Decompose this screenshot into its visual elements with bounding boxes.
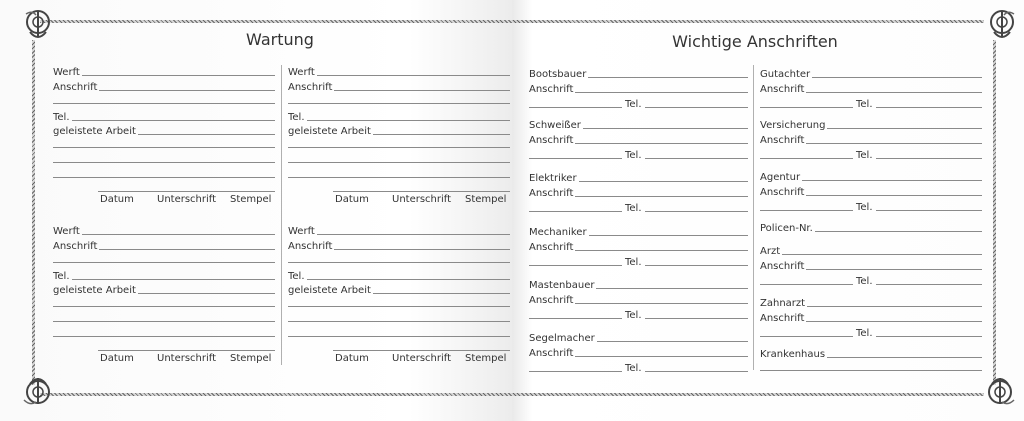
field-label: Tel. — [288, 112, 305, 123]
field-label: geleistete Arbeit — [53, 285, 136, 296]
anchor-ornament-icon — [980, 6, 1020, 46]
field-line — [575, 196, 748, 197]
field-line — [575, 143, 748, 144]
blank-line[interactable] — [53, 177, 275, 178]
field-line — [760, 107, 853, 108]
field-label: Mastenbauer — [529, 280, 595, 291]
field-label: Tel. — [856, 202, 873, 213]
field-line — [760, 284, 853, 285]
column-divider — [281, 65, 282, 365]
field-line — [529, 158, 622, 159]
field-label: Bootsbauer — [529, 69, 587, 80]
field-label: Tel. — [625, 150, 642, 161]
field-line — [307, 120, 510, 121]
tel-field[interactable] — [529, 149, 748, 161]
contact-name-field[interactable] — [760, 348, 982, 360]
field-label: Tel. — [625, 257, 642, 268]
contact-name-field[interactable] — [529, 68, 748, 80]
tel-field[interactable] — [529, 98, 748, 110]
field-label: Policen-Nr. — [760, 223, 813, 234]
page-title: Wichtige Anschriften — [672, 32, 838, 51]
contact-name-field[interactable] — [760, 171, 982, 183]
tel-field[interactable] — [288, 270, 510, 282]
column-divider — [753, 65, 754, 370]
blank-line[interactable] — [288, 177, 510, 178]
field-line — [645, 107, 748, 108]
contact-name-field[interactable] — [760, 222, 982, 234]
contact-name-field[interactable] — [760, 245, 982, 257]
field-line — [827, 357, 982, 358]
rope-border-left — [32, 40, 35, 385]
arbeit-field[interactable] — [288, 284, 510, 296]
contact-name-field[interactable] — [529, 119, 748, 131]
anschrift-field[interactable] — [529, 241, 748, 253]
anschrift-field[interactable] — [760, 83, 982, 95]
field-label: Anschrift — [288, 241, 333, 252]
field-line — [760, 336, 853, 337]
blank-line[interactable] — [288, 262, 510, 263]
field-label: Anschrift — [760, 187, 805, 198]
field-label: Segelmacher — [529, 333, 595, 344]
contact-name-field[interactable] — [529, 226, 748, 238]
blank-line[interactable] — [98, 350, 275, 351]
rope-border-right — [993, 40, 996, 385]
blank-line[interactable] — [333, 191, 510, 192]
anschrift-field[interactable] — [288, 240, 510, 252]
field-label: Anschrift — [529, 84, 574, 95]
tel-field[interactable] — [529, 309, 748, 321]
blank-line[interactable] — [53, 147, 275, 148]
field-line — [827, 128, 982, 129]
field-line — [806, 321, 982, 322]
field-line — [575, 92, 748, 93]
anschrift-field[interactable] — [53, 81, 275, 93]
field-line — [815, 231, 982, 232]
unterschrift-label: Unterschrift — [157, 194, 217, 205]
field-label: Tel. — [288, 271, 305, 282]
blank-line[interactable] — [333, 350, 510, 351]
anschrift-field[interactable] — [529, 83, 748, 95]
blank-line[interactable] — [288, 306, 510, 307]
field-label: Anschrift — [529, 135, 574, 146]
field-label: Anschrift — [529, 295, 574, 306]
contact-name-field[interactable] — [529, 332, 748, 344]
field-line — [645, 318, 748, 319]
contact-name-field[interactable] — [529, 279, 748, 291]
blank-line[interactable] — [53, 262, 275, 263]
field-line — [575, 356, 748, 357]
werft-field[interactable] — [53, 66, 275, 78]
field-label: geleistete Arbeit — [53, 126, 136, 137]
field-line — [807, 306, 982, 307]
field-line — [806, 195, 982, 196]
blank-line[interactable] — [760, 370, 982, 371]
blank-line[interactable] — [288, 162, 510, 163]
blank-line[interactable] — [53, 306, 275, 307]
field-label: Schweißer — [529, 120, 581, 131]
field-label: Tel. — [625, 363, 642, 374]
field-line — [802, 180, 982, 181]
stempel-label: Stempel — [465, 353, 507, 364]
field-label: geleistete Arbeit — [288, 126, 371, 137]
field-label: Anschrift — [53, 241, 98, 252]
field-label: Werft — [53, 67, 80, 78]
blank-line[interactable] — [288, 336, 510, 337]
field-line — [99, 90, 275, 91]
blank-line[interactable] — [98, 191, 275, 192]
contact-name-field[interactable] — [760, 119, 982, 131]
field-line — [760, 210, 853, 211]
unterschrift-label: Unterschrift — [392, 353, 452, 364]
field-line — [99, 249, 275, 250]
field-label: Anschrift — [529, 242, 574, 253]
signature-row — [288, 194, 510, 206]
field-line — [645, 158, 748, 159]
anschrift-field[interactable] — [288, 81, 510, 93]
anschrift-field[interactable] — [760, 260, 982, 272]
field-line — [876, 107, 982, 108]
field-label: Anschrift — [288, 82, 333, 93]
tel-field[interactable] — [53, 111, 275, 123]
field-label: Tel. — [53, 271, 70, 282]
tel-field[interactable] — [53, 270, 275, 282]
rope-border-top — [40, 20, 984, 23]
field-label: Tel. — [625, 99, 642, 110]
tel-field[interactable] — [529, 256, 748, 268]
field-label: Versicherung — [760, 120, 826, 131]
field-line — [579, 181, 748, 182]
anschrift-field[interactable] — [760, 186, 982, 198]
tel-field[interactable] — [760, 327, 982, 339]
contact-name-field[interactable] — [760, 68, 982, 80]
field-line — [597, 341, 748, 342]
field-line — [575, 250, 748, 251]
tel-field[interactable] — [529, 362, 748, 374]
tel-field[interactable] — [760, 149, 982, 161]
field-label: Anschrift — [529, 348, 574, 359]
field-label: geleistete Arbeit — [288, 285, 371, 296]
field-line — [72, 279, 275, 280]
field-line — [806, 143, 982, 144]
tel-field[interactable] — [760, 275, 982, 287]
arbeit-field[interactable] — [53, 284, 275, 296]
anschrift-field[interactable] — [53, 240, 275, 252]
werft-field[interactable] — [288, 66, 510, 78]
field-line — [529, 107, 622, 108]
field-line — [529, 318, 622, 319]
datum-label: Datum — [335, 194, 369, 205]
blank-line[interactable] — [53, 162, 275, 163]
anchor-ornament-icon — [20, 370, 60, 410]
blank-line[interactable] — [288, 103, 510, 104]
blank-line[interactable] — [288, 147, 510, 148]
field-label: Anschrift — [760, 313, 805, 324]
anschrift-field[interactable] — [529, 187, 748, 199]
field-label: Werft — [288, 226, 315, 237]
field-label: Tel. — [856, 99, 873, 110]
field-label: Tel. — [856, 276, 873, 287]
field-label: Anschrift — [53, 82, 98, 93]
field-line — [806, 92, 982, 93]
field-label: Tel. — [856, 150, 873, 161]
field-label: Agentur — [760, 172, 801, 183]
field-label: Zahnarzt — [760, 298, 806, 309]
field-label: Arzt — [760, 246, 781, 257]
signature-row — [53, 194, 275, 206]
field-line — [645, 211, 748, 212]
field-line — [138, 134, 275, 135]
stempel-label: Stempel — [230, 353, 272, 364]
field-line — [317, 75, 510, 76]
anchor-ornament-icon — [20, 6, 60, 46]
signature-row — [288, 353, 510, 365]
field-line — [529, 211, 622, 212]
field-line — [82, 234, 275, 235]
field-line — [138, 293, 275, 294]
anschrift-field[interactable] — [760, 134, 982, 146]
field-line — [529, 371, 622, 372]
field-label: Anschrift — [529, 188, 574, 199]
field-line — [645, 265, 748, 266]
tel-field[interactable] — [529, 202, 748, 214]
field-label: Elektriker — [529, 173, 577, 184]
field-label: Werft — [288, 67, 315, 78]
contact-name-field[interactable] — [760, 297, 982, 309]
field-line — [373, 293, 510, 294]
stempel-label: Stempel — [465, 194, 507, 205]
field-line — [806, 269, 982, 270]
arbeit-field[interactable] — [53, 125, 275, 137]
field-line — [575, 303, 748, 304]
field-line — [317, 234, 510, 235]
field-line — [596, 288, 748, 289]
unterschrift-label: Unterschrift — [392, 194, 452, 205]
blank-line[interactable] — [288, 321, 510, 322]
field-label: Tel. — [625, 203, 642, 214]
field-label: Gutachter — [760, 69, 811, 80]
werft-field[interactable] — [53, 225, 275, 237]
datum-label: Datum — [100, 353, 134, 364]
field-line — [876, 210, 982, 211]
field-line — [334, 249, 510, 250]
page-title: Wartung — [246, 30, 314, 49]
contact-name-field[interactable] — [529, 172, 748, 184]
field-line — [588, 77, 748, 78]
field-label: Tel. — [856, 328, 873, 339]
stempel-label: Stempel — [230, 194, 272, 205]
field-line — [876, 336, 982, 337]
field-line — [373, 134, 510, 135]
blank-line[interactable] — [53, 336, 275, 337]
blank-line[interactable] — [53, 103, 275, 104]
field-line — [583, 128, 748, 129]
datum-label: Datum — [335, 353, 369, 364]
field-line — [760, 158, 853, 159]
tel-field[interactable] — [760, 98, 982, 110]
field-label: Werft — [53, 226, 80, 237]
anchor-ornament-icon — [978, 370, 1018, 410]
field-line — [529, 265, 622, 266]
tel-field[interactable] — [760, 201, 982, 213]
field-label: Anschrift — [760, 84, 805, 95]
werft-field[interactable] — [288, 225, 510, 237]
field-line — [307, 279, 510, 280]
field-label: Tel. — [625, 310, 642, 321]
field-label: Tel. — [53, 112, 70, 123]
field-line — [589, 235, 748, 236]
field-label: Mechaniker — [529, 227, 587, 238]
rope-border-bottom — [40, 393, 984, 396]
blank-line[interactable] — [53, 321, 275, 322]
tel-field[interactable] — [288, 111, 510, 123]
field-label: Anschrift — [760, 135, 805, 146]
field-line — [82, 75, 275, 76]
anschrift-field[interactable] — [529, 347, 748, 359]
field-line — [72, 120, 275, 121]
field-line — [812, 77, 982, 78]
field-label: Krankenhaus — [760, 349, 826, 360]
anschrift-field[interactable] — [529, 134, 748, 146]
unterschrift-label: Unterschrift — [157, 353, 217, 364]
datum-label: Datum — [100, 194, 134, 205]
signature-row — [53, 353, 275, 365]
anschrift-field[interactable] — [760, 312, 982, 324]
field-line — [876, 284, 982, 285]
arbeit-field[interactable] — [288, 125, 510, 137]
field-line — [876, 158, 982, 159]
anschrift-field[interactable] — [529, 294, 748, 306]
field-label: Anschrift — [760, 261, 805, 272]
field-line — [334, 90, 510, 91]
field-line — [645, 371, 748, 372]
field-line — [782, 254, 982, 255]
